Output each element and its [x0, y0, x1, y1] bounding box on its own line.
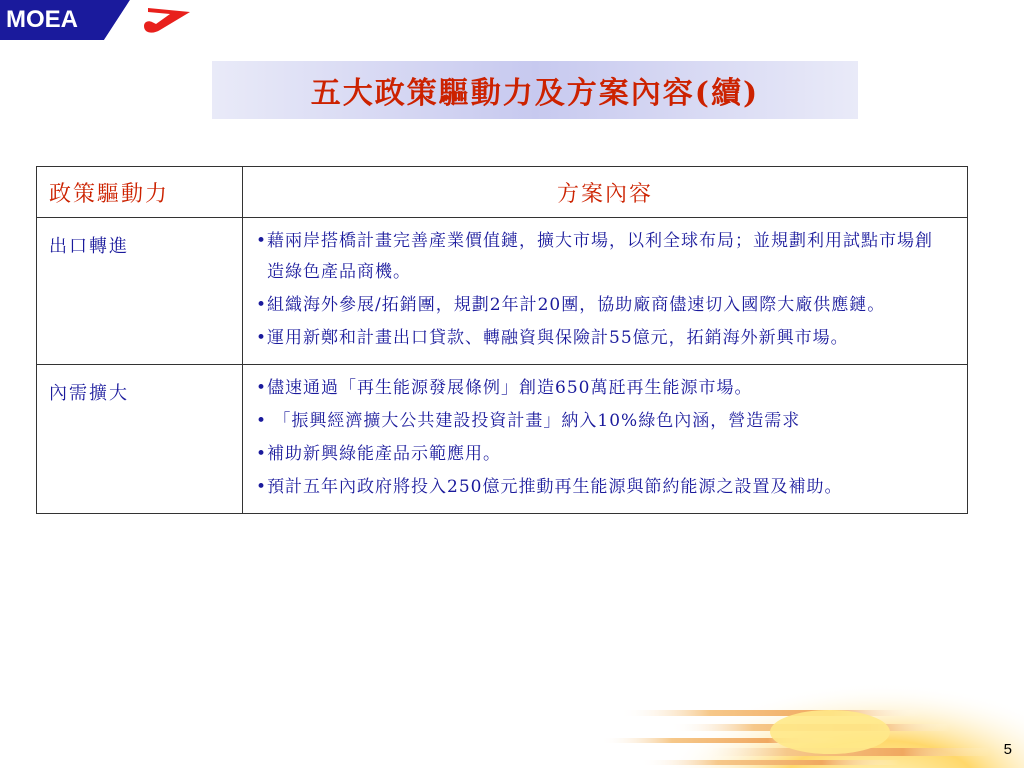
list-item: • 「振興經濟擴大公共建設投資計畫」納入10%綠色內涵，營造需求: [256, 411, 801, 431]
page-number: 5: [1003, 741, 1012, 758]
moea-logo-mark-icon: [96, 0, 196, 44]
sunset-decoration-icon: [580, 640, 1024, 768]
table-row: [37, 365, 968, 514]
table-row: [37, 218, 968, 365]
header-policy-driver: 政策驅動力: [37, 167, 243, 218]
list-item: •儘速通過「再生能源發展條例」創造650萬瓩再生能源市場。: [256, 378, 753, 398]
header-plan-content: 方案內容: [243, 167, 968, 218]
list-item: •藉兩岸搭橋計畫完善產業價值鏈，擴大市場，以利全球布局；並規劃利用試點市場創造綠色產品商機。: [256, 231, 934, 282]
policy-table: [36, 166, 968, 514]
list-item: •補助新興綠能產品示範應用。: [256, 444, 502, 464]
table-header-row: [37, 167, 968, 218]
logo-text: MOEA: [0, 0, 104, 40]
list-item: •組織海外參展/拓銷團，規劃2年計20團，協助廠商儘速切入國際大廠供應鏈。: [256, 295, 886, 315]
moea-logo: [0, 0, 200, 44]
list-item: •預計五年內政府將投入250億元推動再生能源與節約能源之設置及補助。: [256, 477, 843, 497]
driver-cell: 內需擴大: [37, 365, 243, 514]
page-title: 五大政策驅動力及方案內容(續): [212, 61, 858, 119]
content-cell: [243, 218, 968, 365]
driver-cell: 出口轉進: [37, 218, 243, 365]
content-cell: [243, 365, 968, 514]
list-item: •運用新鄭和計畫出口貸款、轉融資與保險計55億元，拓銷海外新興市場。: [256, 328, 849, 348]
